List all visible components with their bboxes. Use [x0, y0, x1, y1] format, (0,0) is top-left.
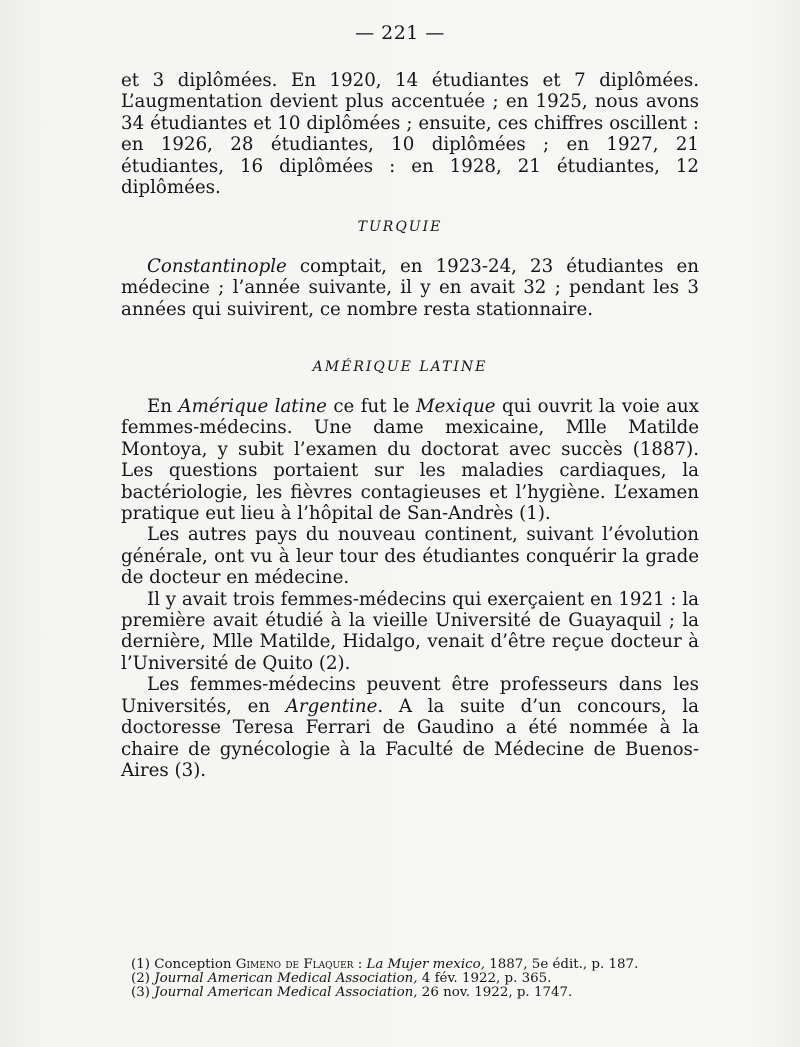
p1-emph-amerique: Amérique latine [178, 396, 327, 417]
footnote-2 [131, 972, 701, 986]
fn2-journal: Journal American Medical Association, [154, 971, 418, 987]
amerique-paragraph-4 [121, 674, 699, 781]
fn1-text-e: 1887, 5e édit., p. 187. [484, 957, 639, 972]
fn1-title: La Mujer mexico, [366, 957, 485, 972]
fn3-text-c: 26 nov. 1922, p. 1747. [417, 985, 573, 1001]
p4-text-c: . A la suite d’un concours, la doctoresse Teresa Ferrari de Gaudino a été nommée à la chaire de gynécologie à la Faculté de Médecine de Buenos-Aires (3). [121, 695, 699, 781]
section-heading-turquie: TURQUIE [357, 219, 443, 235]
footnote-1 [131, 958, 701, 972]
amerique-text-block [121, 396, 699, 781]
fn3-text-a: (3) [131, 985, 155, 1001]
amerique-paragraph-1 [121, 396, 699, 524]
turquie-place-name: Constantinople [147, 256, 287, 277]
p1-text-a: En [147, 396, 179, 417]
p1-emph-mexique: Mexique [415, 396, 496, 417]
fn2-text-c: 4 fév. 1922, p. 365. [417, 971, 552, 987]
fn2-text-a: (2) [131, 971, 155, 987]
p4-text-a: Les femmes-médecins peuvent être professeurs dans les Universités, en [121, 674, 699, 717]
section-heading-amerique-latine: AMÉRIQUE LATINE [312, 359, 488, 375]
intro-paragraph: et 3 diplômées. En 1920, 14 étudiantes et 7 diplômées. L’augmentation devient plus accentuée ; en 1925, nous avons 34 étudiantes et 10 diplômées ; ensuite, ces chiffres oscillent : en 1926, 28 étudiantes, 10 diplômées ; en 1927, 21 étudiantes, 16 diplômées : en 1928, 21 étudiantes, 12 diplômées. [121, 70, 699, 199]
turquie-text: comptait, en 1923-24, 23 étudiantes en médecine ; l’année suivante, il y en avait 32 ; pendant les 3 années qui suivirent, ce nombre resta stationnaire. [121, 256, 699, 320]
amerique-paragraph-2: Les autres pays du nouveau continent, suivant l’évolution générale, ont vu à leur tour des étudiantes conquérir la grade de docteur en médecine. [121, 524, 699, 589]
p1-text-e: qui ouvrit la voie aux femmes-médecins. Une dame mexicaine, Mlle Matilde Montoya, y subit l’examen du doctorat avec succès (1887). Les questions portaient sur les maladies cardiaques, la bactériologie, les fièvres contagieuses et l’hygiène. L’examen pratique eut lieu à l’hôpital de San-Andrès (1). [121, 396, 699, 525]
intro-paragraph-block [121, 70, 699, 198]
amerique-paragraph-3: Il y avait trois femmes-médecins qui exerçaient en 1921 : la première avait étudié à la vieille Université de Guayaquil ; la dernière, Mlle Matilde, Hidalgo, venait d’être reçue docteur à l’Université de Quito (2). [121, 588, 699, 674]
fn1-text-c: : [353, 957, 367, 972]
fn1-text-a: (1) Conception [131, 957, 236, 972]
turquie-paragraph-block [121, 256, 699, 320]
footnotes [131, 958, 701, 1001]
page-number: — 221 — [355, 22, 445, 44]
footnote-3 [131, 986, 701, 1000]
p1-text-c: ce fut le [326, 396, 416, 417]
turquie-paragraph [121, 256, 699, 320]
fn3-journal: Journal American Medical Association, [154, 985, 418, 1001]
fn1-author: Gimeno de Flaquer [235, 957, 354, 972]
p4-emph-argentine: Argentine [285, 695, 378, 717]
